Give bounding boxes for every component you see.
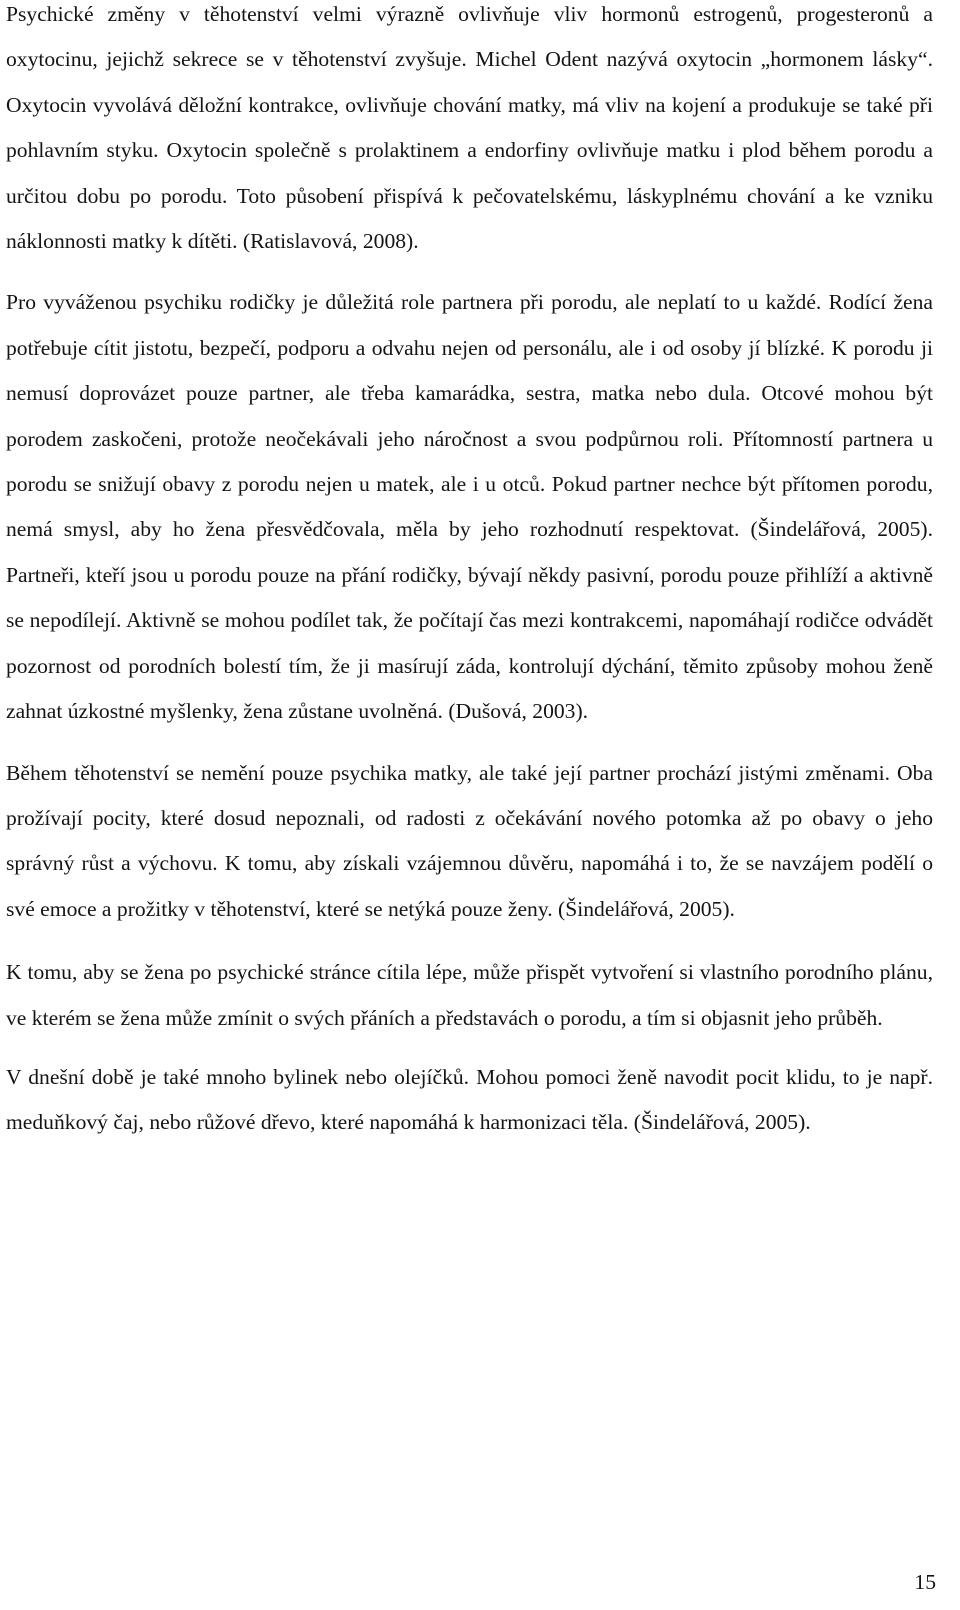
- page-number: 15: [914, 1570, 936, 1594]
- paragraph-herbs: V dnešní době je také mnoho bylinek nebo olejíčků. Mohou pomoci ženě navodit pocit klidu, to je např. meduňkový čaj, nebo růžové dřevo, které napomáhá k harmonizaci těla. (Šindelářová, 2005).: [6, 1064, 933, 1135]
- paragraph-birth-plan: K tomu, aby se žena po psychické stránce cítila lépe, může přispět vytvoření si vlastního porodního plánu, ve kterém se žena může zmínit o svých přáních a představách o porodu, a tím si objasnit jeho průběh.: [6, 960, 933, 1030]
- paragraph-hormones: Psychické změny v těhotenství velmi výrazně ovlivňuje vliv hormonů estrogenů, progesteronů a oxytocinu, jejichž sekrece se v těhotenství zvyšuje. Michel Odent nazývá oxytocin „hormonem lásky“. Oxytocin vyvolává děložní kontrakce, ovlivňuje chování matky, má vliv na kojení a produkuje se také při pohlavním styku. Oxytocin společně s prolaktinem a endorfiny ovlivňuje matku i plod během porodu a určitou dobu po porodu. Toto působení přispívá k pečovatelskému, láskyplnému chování a ke vzniku náklonnosti matky k dítěti. (Ratislavová, 2008).: [6, 2, 933, 254]
- document-page: [6, 0, 933, 1146]
- paragraph-partner-changes: Během těhotenství se nemění pouze psychika matky, ale také její partner prochází jistými změnami. Oba prožívají pocity, které dosud nepoznali, od radosti z očekávání nového potomka až po obavy o jeho správný růst a výchovu. K tomu, aby získali vzájemnou důvěru, napomáhá i to, že se navzájem podělí o své emoce a prožitky v těhotenství, které se netýká pouze ženy. (Šindelářová, 2005).: [6, 760, 933, 921]
- paragraph-partner-role: Pro vyváženou psychiku rodičky je důležitá role partnera při porodu, ale neplatí to u každé. Rodící žena potřebuje cítit jistotu, bezpečí, podporu a odvahu nejen od personálu, ale i od osoby jí blízké. K porodu ji nemusí doprovázet pouze partner, ale třeba kamarádka, sestra, matka nebo dula. Otcové mohou být porodem zaskočeni, protože neočekávali jeho náročnost a svou podpůrnou roli. Přítomností partnera u porodu se snižují obavy z porodu nejen u matek, ale i u otců. Pokud partner nechce být přítomen porodu, nemá smysl, aby ho žena přesvědčovala, měla by jeho rozhodnutí respektovat. (Šindelářová, 2005). Partneři, kteří jsou u porodu pouze na přání rodičky, bývají někdy pasivní, porodu pouze přihlíží a aktivně se nepodílejí. Aktivně se mohou podílet tak, že počítají čas mezi kontrakcemi, napomáhají rodičce odvádět pozornost od porodních bolestí tím, že ji masírují záda, kontrolují dýchání, těmito způsoby mohou ženě zahnat úzkostné myšlenky, žena zůstane uvolněná. (Dušová, 2003).: [6, 290, 933, 724]
